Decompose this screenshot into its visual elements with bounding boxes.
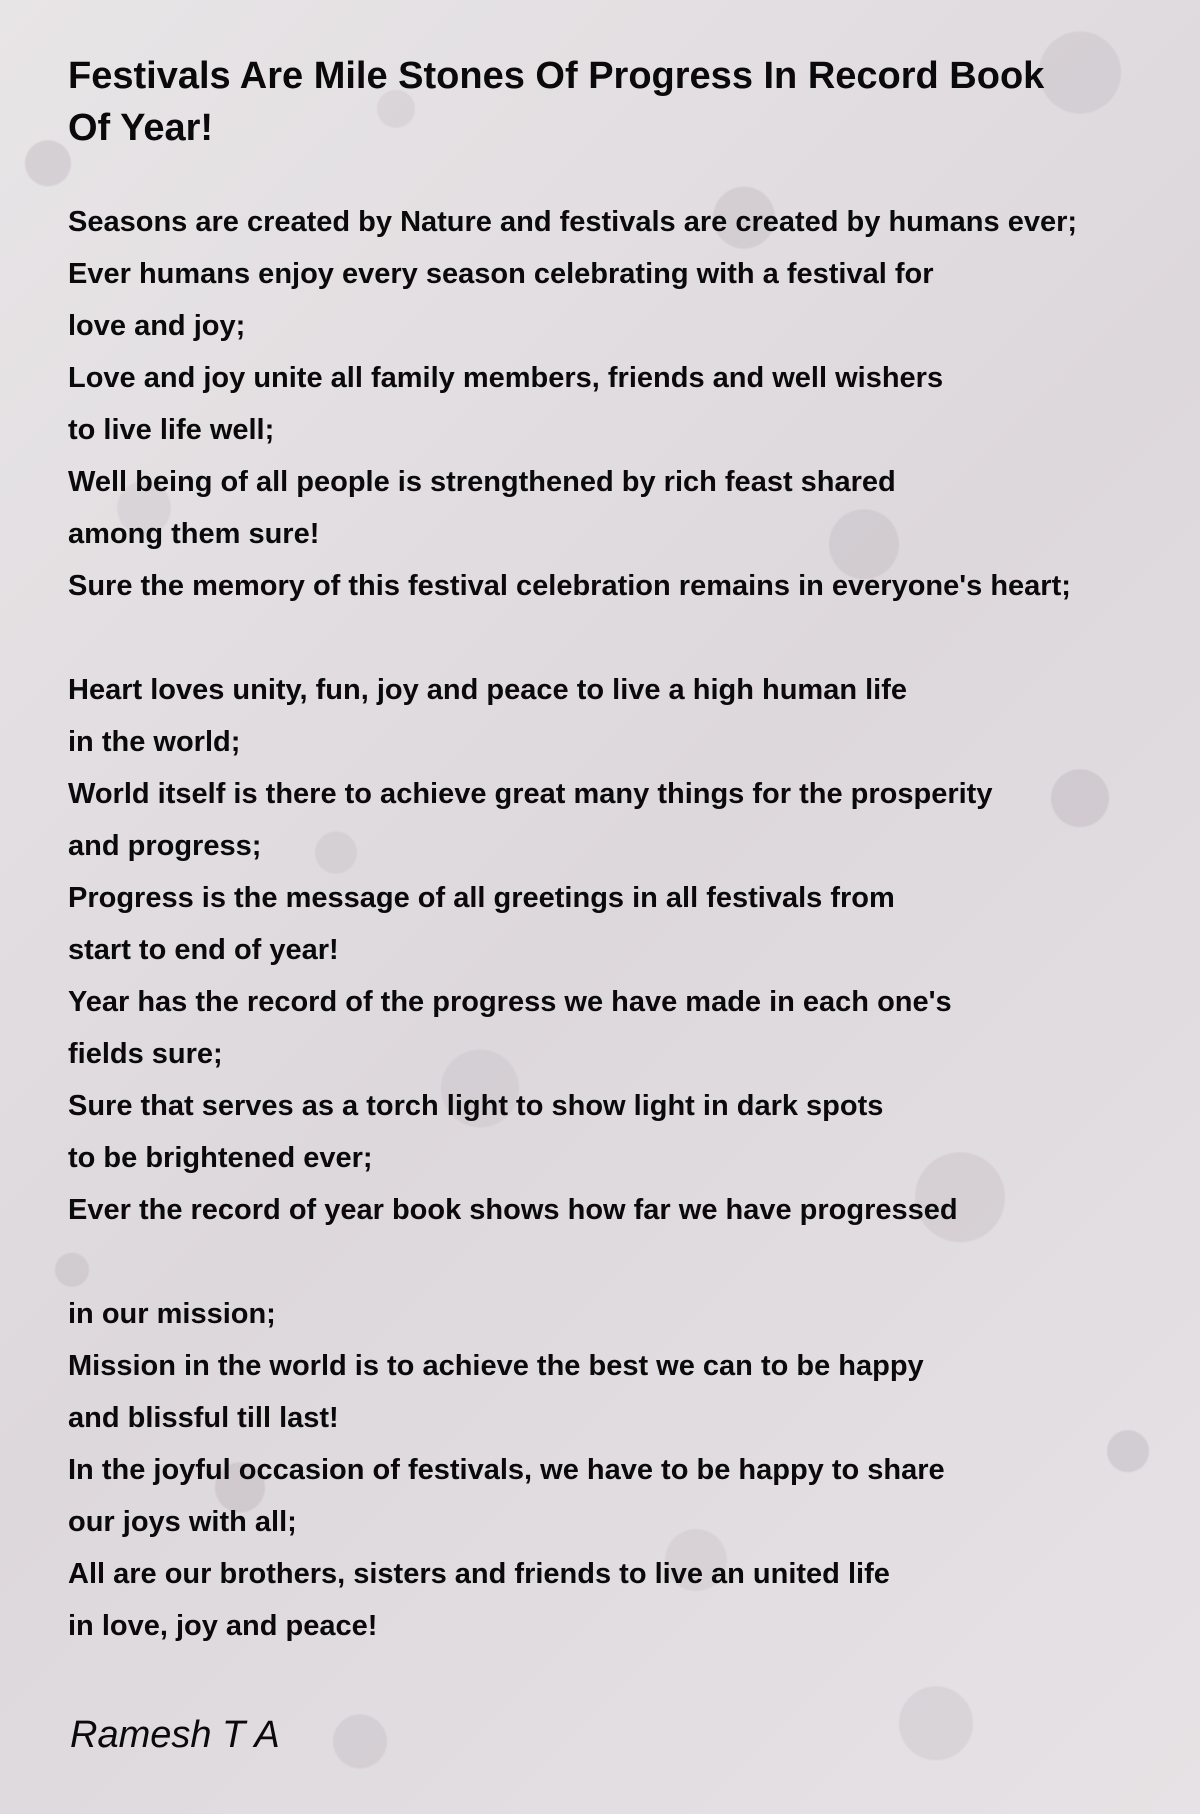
poem-line: Seasons are created by Nature and festivals are created by humans ever; <box>68 206 1078 238</box>
poem-line: among them sure! <box>68 518 320 550</box>
poem-line: Mission in the world is to achieve the best we can to be happy <box>68 1350 924 1382</box>
poem-line: Love and joy unite all family members, friends and well wishers <box>68 362 944 394</box>
poem-line: in love, joy and peace! <box>68 1610 378 1642</box>
poem-line: Well being of all people is strengthened by rich feast shared <box>68 466 896 498</box>
poem-line: Ever the record of year book shows how far we have progressed <box>68 1194 958 1226</box>
poem-line: Sure that serves as a torch light to show light in dark spots <box>68 1090 884 1122</box>
poem-line: to live life well; <box>68 414 275 446</box>
poem-page <box>68 50 1193 1652</box>
poem-line: Year has the record of the progress we have made in each one's <box>68 986 952 1018</box>
stanza-break <box>68 612 1193 664</box>
poem-line: In the joyful occasion of festivals, we have to be happy to share <box>68 1454 945 1486</box>
poem-line: and progress; <box>68 830 262 862</box>
poem-line: Progress is the message of all greetings in all festivals from <box>68 882 895 914</box>
poem-line: fields sure; <box>68 1038 223 1070</box>
poem-line: Heart loves unity, fun, joy and peace to live a high human life <box>68 674 908 706</box>
poem-line: and blissful till last! <box>68 1402 339 1434</box>
poem-line: in our mission; <box>68 1298 276 1330</box>
poem-line: love and joy; <box>68 310 246 342</box>
poem-line: World itself is there to achieve great many things for the prosperity <box>68 778 993 810</box>
poem-title: Festivals Are Mile Stones Of Progress In Record Book Of Year! <box>68 55 1045 149</box>
poem-body <box>68 196 1193 1652</box>
poem-line: our joys with all; <box>68 1506 297 1538</box>
poem-line: to be brightened ever; <box>68 1142 373 1174</box>
poem-line: Sure the memory of this festival celebration remains in everyone's heart; <box>68 570 1071 602</box>
poem-author: Ramesh T A <box>70 1714 280 1756</box>
poem-line: in the world; <box>68 726 241 758</box>
poem-line: start to end of year! <box>68 934 339 966</box>
poem-line: All are our brothers, sisters and friends to live an united life <box>68 1558 890 1590</box>
poem-line: Ever humans enjoy every season celebrating with a festival for <box>68 258 934 290</box>
stanza-break <box>68 1236 1193 1288</box>
